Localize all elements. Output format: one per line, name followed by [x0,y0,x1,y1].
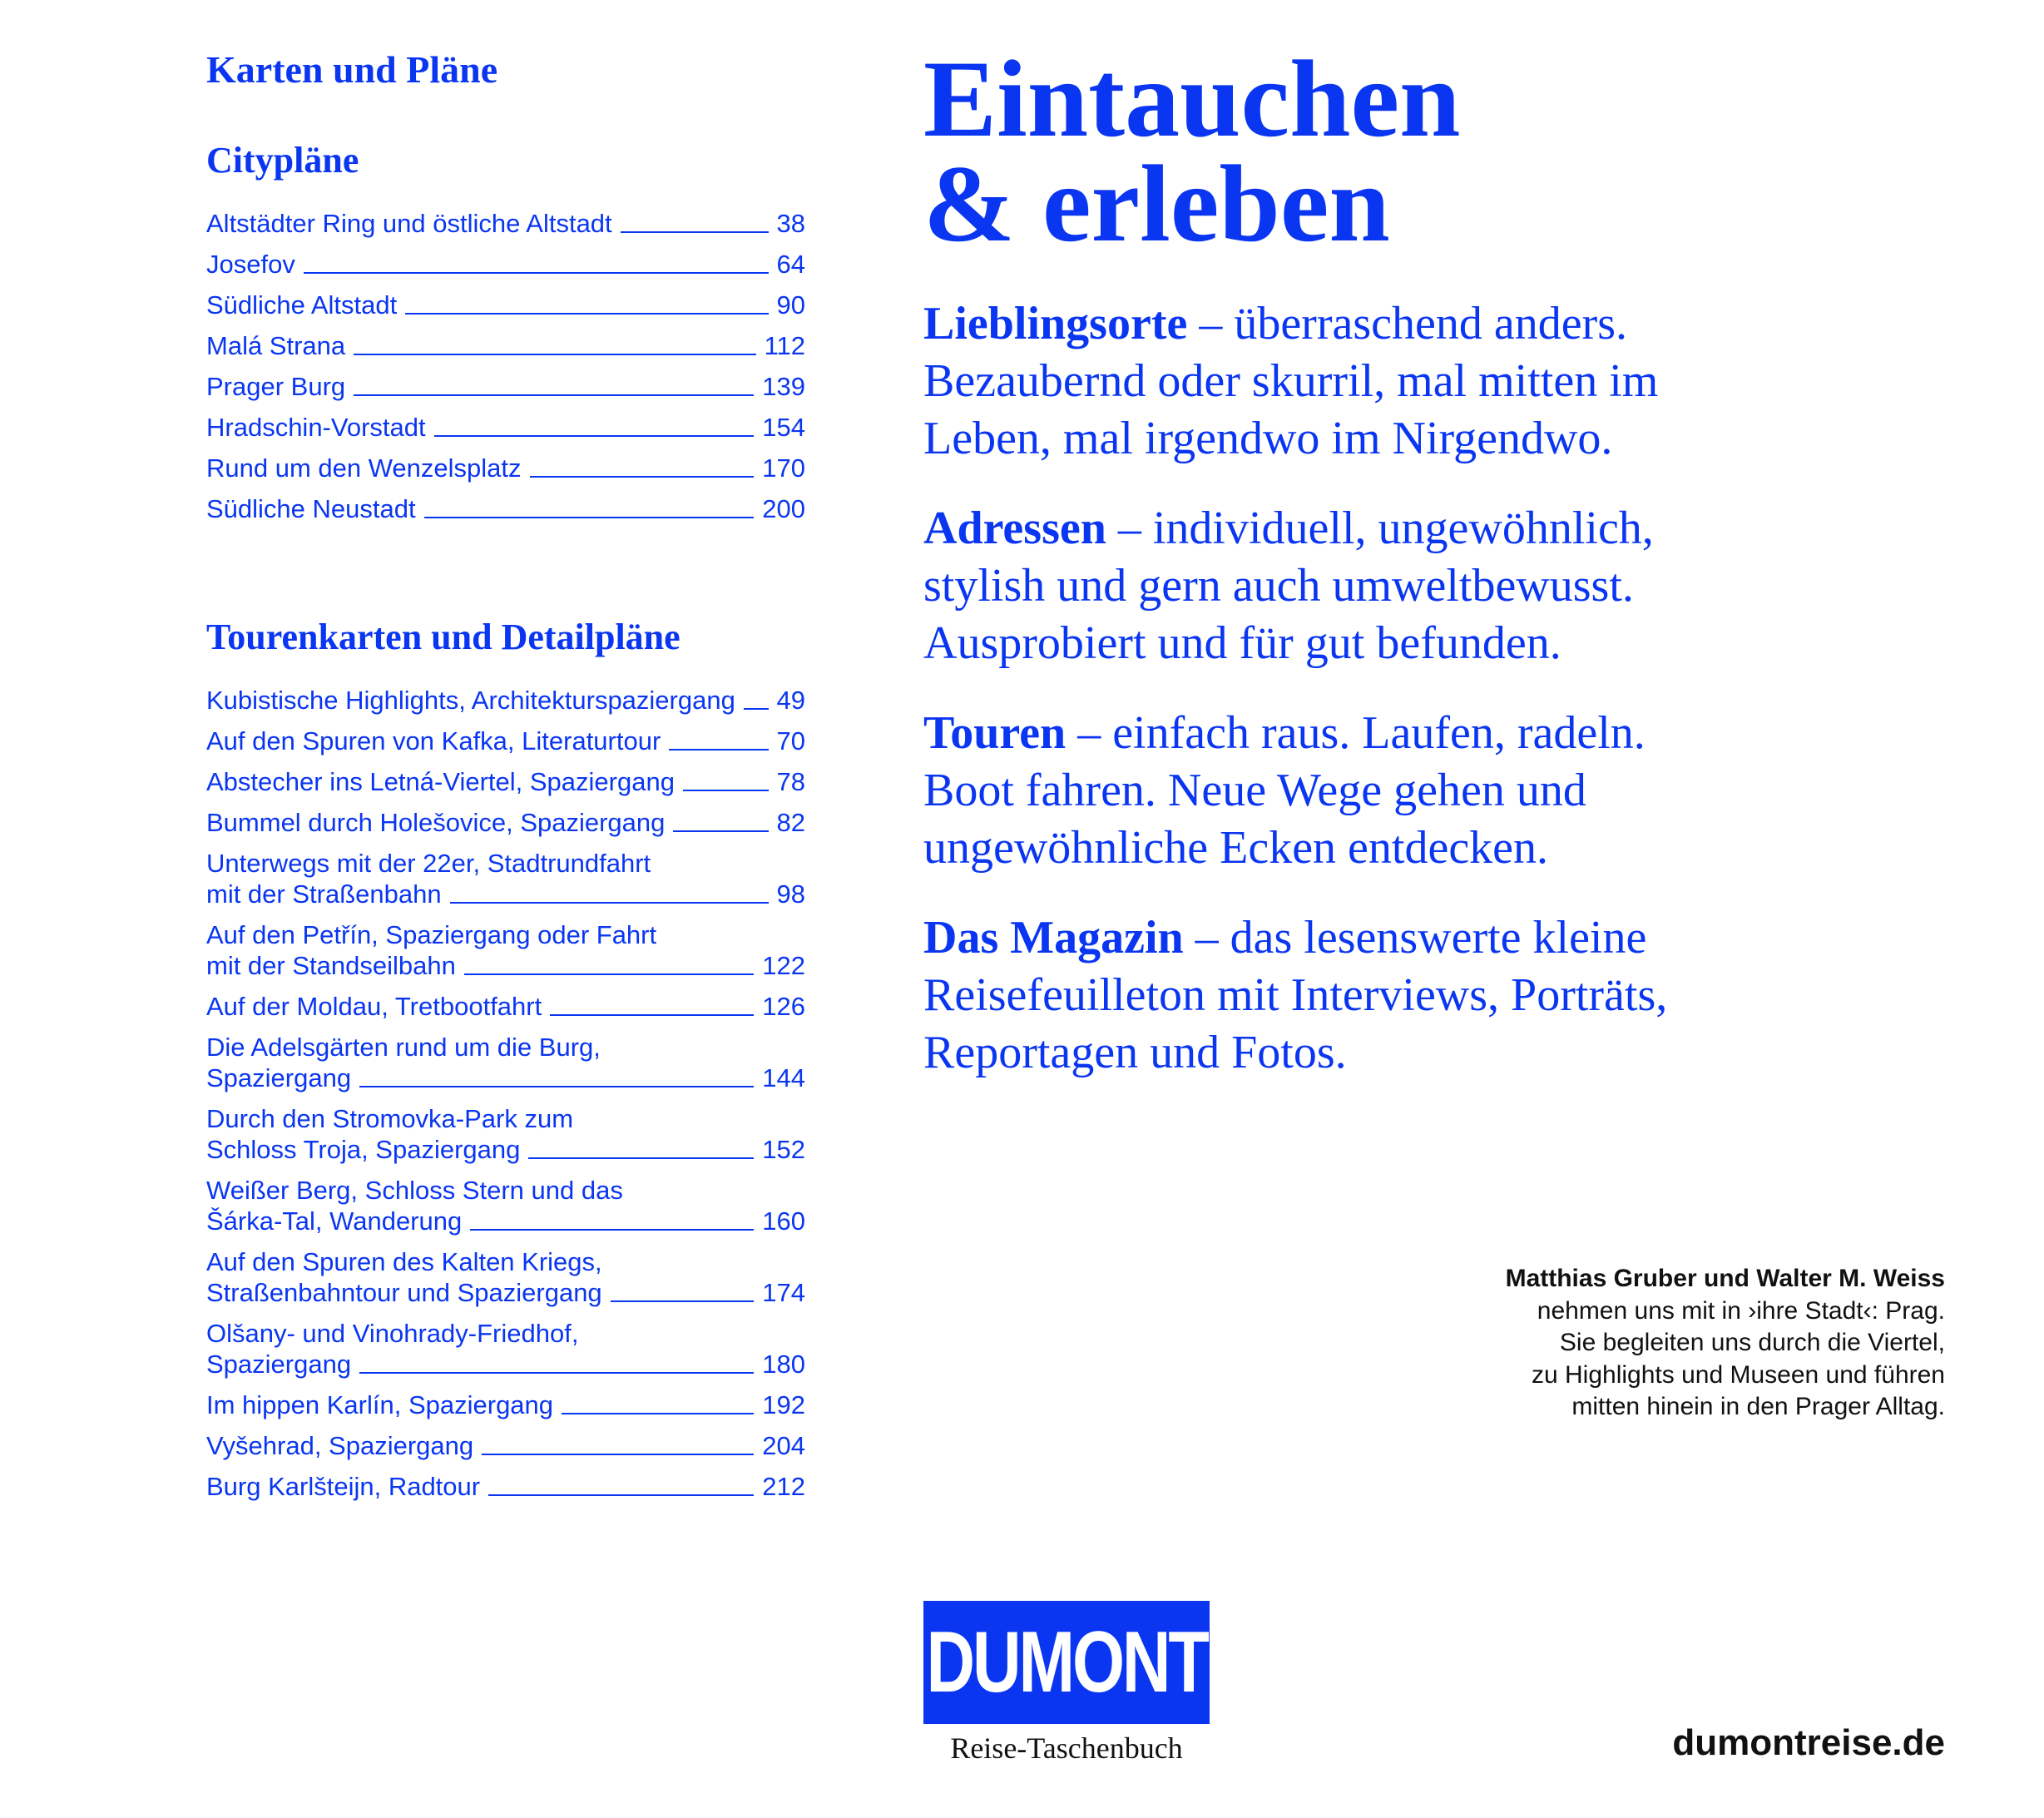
feature-text-line: – einfach raus. Laufen, radeln. [1066,707,1646,759]
toc-entry-line [206,493,805,524]
toc-entry-title: Die Adelsgärten rund um die Burg, [206,1032,601,1062]
toc-page-number: 112 [764,330,805,360]
toc-page-number: 204 [762,1430,805,1460]
toc-entry-title: Spaziergang [206,1063,352,1092]
toc-page-number: 78 [776,766,805,796]
toc-entry-wrap-line [206,1246,805,1277]
toc-entry [206,453,805,483]
toc-leader-line [669,749,768,750]
feature-term: Das Magazin [923,912,1184,963]
logo-wordmark: DUMONT [926,1613,1207,1711]
toc-leader-line [304,272,769,274]
feature-term: Touren [923,707,1067,759]
toc-entry-title: Altstädter Ring und östliche Altstadt [206,208,612,238]
toc-page-number: 144 [762,1063,805,1092]
feature-text-line: ungewöhnliche Ecken entdecken. [923,822,1549,874]
tour-maps-heading: Tourenkarten und Detailpläne [206,616,681,657]
feature-paragraph [923,500,2005,672]
toc-entry-line [206,1349,805,1380]
toc-entry [206,1032,805,1093]
toc-entry-wrap-line [206,848,805,879]
toc-entry-title: mit der Standseilbahn [206,950,456,980]
toc-entry [206,919,805,981]
toc-entry-line [206,685,805,716]
feature-text-line: – überraschend anders. [1187,298,1627,349]
toc-entry-wrap-line [206,1032,805,1063]
toc-entry [206,848,805,909]
feature-text-line: Ausprobiert und für gut befunden. [923,617,1561,669]
toc-leader-line [550,1014,754,1016]
toc-entry-line [206,412,805,443]
toc-leader-line [530,476,755,478]
feature-text-line: Bezaubernd oder skurril, mal mitten im [923,355,1659,407]
toc-entry-wrap-line [206,919,805,950]
toc-entry [206,290,805,320]
toc-entry [206,1175,805,1236]
toc-entry-line [206,1063,805,1093]
toc-entry [206,371,805,402]
toc-entry-title: Auf den Spuren von Kafka, Literaturtour [206,726,661,755]
toc-entry [206,1430,805,1461]
toc-entry-title: Weißer Berg, Schloss Stern und das [206,1175,623,1205]
toc-leader-line [744,708,769,710]
toc-leader-line [424,517,755,518]
toc-page-number: 98 [776,879,805,909]
toc-page-number: 200 [762,493,805,523]
toc-entry-title: Kubistische Highlights, Architekturspaziergang [206,685,735,715]
website-url: dumontreise.de [1672,1722,1945,1763]
toc-entry [206,1390,805,1420]
toc-entry-line [206,726,805,756]
toc-entry-wrap-line [206,1175,805,1206]
toc-entry [206,726,805,756]
feature-list [923,295,2005,1082]
toc-entry [206,208,805,239]
toc-entry-title: Auf der Moldau, Tretbootfahrt [206,991,542,1021]
toc-leader-line [683,790,769,791]
toc-entry-title: Malá Strana [206,330,346,360]
toc-page-number: 64 [776,249,805,279]
toc-leader-line [528,1157,754,1159]
toc-leader-line [434,435,755,437]
toc-entry [206,766,805,797]
toc-entry-line [206,807,805,838]
toc-entry-title: Burg Karlšteijn, Radtour [206,1471,481,1501]
toc-entry [206,807,805,838]
toc-entry-line [206,371,805,402]
title-line-1: Eintauchen [923,37,1461,160]
logo-box [923,1601,1210,1724]
toc-page-number: 170 [762,453,805,483]
toc-leader-line [405,313,768,315]
toc-entry-line [206,249,805,280]
toc-entry-line [206,1206,805,1236]
feature-text-line: Boot fahren. Neue Wege gehen und [923,765,1586,816]
maps-index [206,47,805,1512]
toc-entry-line [206,1390,805,1420]
logo-subtitle: Reise-Taschenbuch [950,1731,1183,1765]
toc-entry-title: mit der Straßenbahn [206,879,442,909]
toc-leader-line [450,902,769,904]
toc-entry-line [206,991,805,1022]
toc-page-number: 49 [776,685,805,715]
toc-entry-line [206,766,805,797]
feature-paragraph [923,909,2005,1082]
blurb-line: nehmen uns mit in ›ihre Stadt‹: Prag. [1537,1296,1945,1325]
toc-entry-title: Vyšehrad, Spaziergang [206,1430,474,1460]
toc-page-number: 70 [776,726,805,755]
toc-page-number: 192 [762,1390,805,1419]
toc-entry-line [206,330,805,361]
toc-page-number: 90 [776,290,805,320]
toc-entry-title: Durch den Stromovka-Park zum [206,1103,574,1133]
toc-entry-title: Südliche Neustadt [206,493,416,523]
toc-leader-line [488,1494,754,1496]
authors-blurb [1506,1263,1945,1424]
blurb-line: Sie begleiten uns durch die Viertel, [1559,1329,1945,1356]
feature-text-line: Reportagen und Fotos. [923,1027,1347,1078]
toc-leader-line [464,973,754,975]
toc-leader-line [673,830,768,832]
feature-text-line: Reisefeuilleton mit Interviews, Porträts, [923,969,1668,1021]
toc-entry-title: Schloss Troja, Spaziergang [206,1134,521,1164]
toc-entry [206,1471,805,1502]
feature-term: Adressen [923,503,1106,554]
toc-leader-line [562,1413,754,1414]
maps-heading: Karten und Pläne [206,48,498,91]
toc-leader-line [354,394,754,396]
toc-entry-title: Auf den Spuren des Kalten Kriegs, [206,1246,602,1276]
toc-entry-title: Spaziergang [206,1349,352,1379]
toc-leader-line [621,231,769,233]
toc-page-number: 160 [762,1206,805,1236]
toc-leader-line [359,1086,754,1087]
toc-leader-line [359,1372,754,1374]
toc-page-number: 38 [776,208,805,238]
toc-entry-title: Josefov [206,249,295,279]
toc-entry-line [206,1430,805,1461]
title-line-2: & erleben [923,142,1390,265]
blurb-line: mitten hinein in den Prager Alltag. [1571,1393,1945,1420]
toc-entry-title: Straßenbahntour und Spaziergang [206,1277,602,1307]
toc-entry [206,991,805,1022]
toc-page-number: 82 [776,807,805,837]
feature-term: Lieblingsorte [923,298,1188,349]
toc-page-number: 126 [762,991,805,1021]
toc-entry [206,249,805,280]
toc-leader-line [482,1454,754,1455]
toc-entry-line [206,1277,805,1308]
toc-page-number: 174 [762,1277,805,1307]
tour-maps-list [206,685,805,1502]
toc-entry [206,493,805,524]
feature-text-line: – individuell, ungewöhnlich, [1106,503,1654,554]
feature-paragraph [923,705,2005,877]
toc-entry [206,412,805,443]
toc-entry-title: Hradschin-Vorstadt [206,412,426,442]
toc-entry-title: Abstecher ins Letná-Viertel, Spaziergang [206,766,675,796]
feature-text-line: – das lesenswerte kleine [1183,912,1647,963]
blurb-line: zu Highlights und Museen und führen [1532,1360,1945,1389]
toc-entry-title: Bummel durch Holešovice, Spaziergang [206,807,666,837]
toc-entry-line [206,453,805,483]
page-title [923,37,2005,265]
author-names: Matthias Gruber und Walter M. Weiss [1505,1265,1945,1292]
toc-entry-line [206,208,805,239]
toc-entry-wrap-line [206,1318,805,1349]
toc-entry-line [206,1134,805,1165]
toc-entry-line [206,290,805,320]
feature-text-line: Leben, mal irgendwo im Nirgendwo. [923,413,1613,464]
toc-entry [206,1103,805,1165]
toc-leader-line [611,1300,755,1302]
features-panel [923,37,2005,1082]
toc-entry-title: Prager Burg [206,371,346,401]
toc-entry-title: Südliche Altstadt [206,290,398,320]
city-maps-list [206,208,805,524]
toc-entry-title: Unterwegs mit der 22er, Stadtrundfahrt [206,848,651,878]
toc-entry-line [206,879,805,909]
toc-page-number: 152 [762,1134,805,1164]
feature-text-line: stylish und gern auch umweltbewusst. [923,560,1634,612]
toc-entry [206,1246,805,1308]
toc-entry-title: Šárka-Tal, Wanderung [206,1206,463,1236]
toc-entry-title: Im hippen Karlín, Spaziergang [206,1390,554,1419]
toc-page-number: 139 [762,371,805,401]
toc-leader-line [354,354,755,355]
toc-page-number: 122 [762,950,805,980]
feature-paragraph [923,295,2005,468]
toc-entry-title: Auf den Petřín, Spaziergang oder Fahrt [206,919,657,949]
toc-page-number: 154 [762,412,805,442]
toc-entry-title: Olšany- und Vinohrady-Friedhof, [206,1318,579,1348]
toc-leader-line [470,1229,754,1231]
toc-entry-title: Rund um den Wenzelsplatz [206,453,522,483]
dumont-logo [923,1601,1210,1766]
toc-entry [206,330,805,361]
toc-page-number: 212 [762,1471,805,1501]
toc-entry-line [206,950,805,981]
toc-entry [206,1318,805,1380]
toc-entry-wrap-line [206,1103,805,1134]
city-maps-heading: Citypläne [206,140,359,181]
toc-entry [206,685,805,716]
toc-entry-line [206,1471,805,1502]
toc-page-number: 180 [762,1349,805,1379]
